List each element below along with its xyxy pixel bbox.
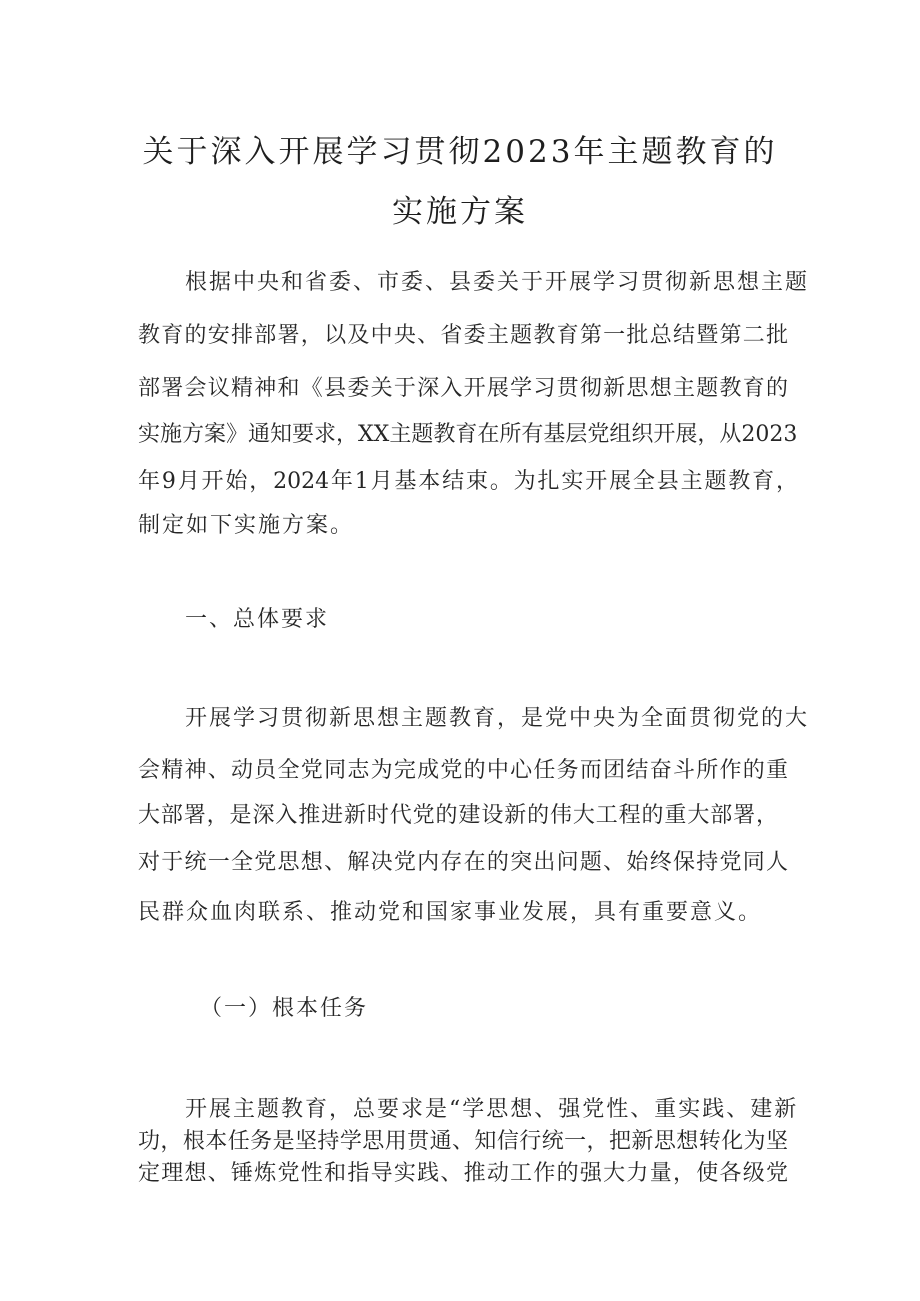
paragraph-1-line-5: 年9月开始，2024年1月基本结束。为扎实开展全县主题教育， — [138, 469, 798, 494]
paragraph-3-line-2: 功，根本任务是坚持学思用贯通、知信行统一，把新思想转化为坚 — [138, 1129, 788, 1154]
document-title-line-2: 实施方案 — [392, 194, 528, 230]
paragraph-1-line-3: 部署会议精神和《县委关于深入开展学习贯彻新思想主题教育的 — [138, 376, 788, 401]
subsection-heading-fundamental-task: （一）根本任务 — [200, 996, 369, 1021]
paragraph-2-line-5: 民群众血肉联系、推动党和国家事业发展，具有重要意义。 — [138, 900, 763, 925]
section-heading-overall-requirements: 一、总体要求 — [185, 607, 330, 632]
paragraph-2-line-2: 会精神、动员全党同志为完成党的中心任务而团结奋斗所作的重 — [138, 758, 788, 783]
paragraph-3-line-1: 开展主题教育，总要求是“学思想、强党性、重实践、建新 — [185, 1097, 799, 1122]
paragraph-1-line-2: 教育的安排部署，以及中央、省委主题教育第一批总结暨第二批 — [138, 323, 788, 348]
paragraph-2-line-1: 开展学习贯彻新思想主题教育，是党中央为全面贯彻党的大 — [185, 706, 810, 731]
paragraph-3-line-3: 定理想、锤炼党性和指导实践、推动工作的强大力量，使各级党 — [138, 1161, 788, 1186]
paragraph-1-line-1: 根据中央和省委、市委、县委关于开展学习贯彻新思想主题 — [185, 270, 810, 295]
document-title-line-1: 关于深入开展学习贯彻2023年主题教育的 — [142, 134, 778, 170]
paragraph-2-line-3: 大部署，是深入推进新时代党的建设新的伟大工程的重大部署， — [138, 803, 778, 828]
paragraph-2-line-4: 对于统一全党思想、解决党内存在的突出问题、始终保持党同人 — [138, 850, 788, 875]
paragraph-1-line-4: 实施方案》通知要求，XX主题教育在所有基层党组织开展，从2023 — [138, 422, 798, 447]
paragraph-1-line-6: 制定如下实施方案。 — [138, 513, 355, 538]
